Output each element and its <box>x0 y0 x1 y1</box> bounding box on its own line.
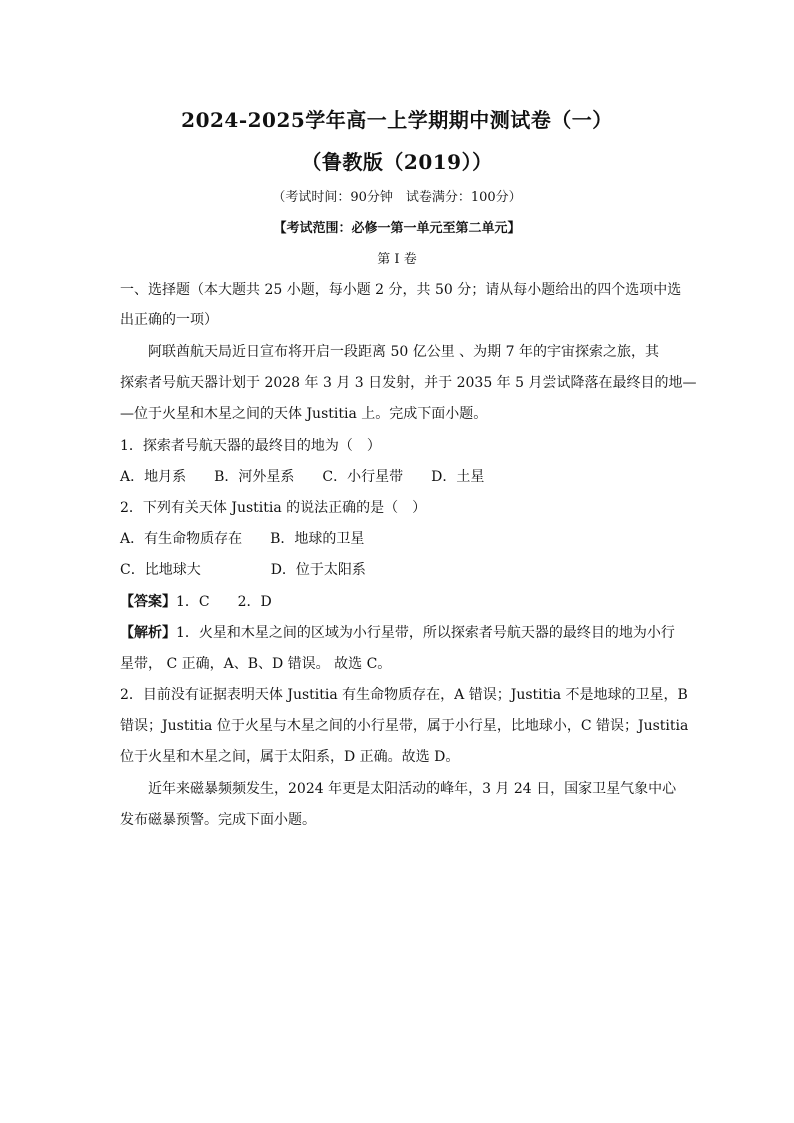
analysis-line4: 错误；Justitia 位于火星与木星之间的小行星带，属于小行星，比地球小，C 错误；Justitia <box>120 718 689 734</box>
analysis-text-line1: 1．火星和木星之间的区域为小行星带，所以探索者号航天器的最终目的地为小行 <box>176 625 675 641</box>
question2-options-row2: C．比地球大 D．位于太阳系 <box>120 562 366 578</box>
answer-text: 1．C 2．D <box>176 594 272 610</box>
passage1-line2: 探索者号航天器计划于 2028 年 3 月 3 日发射，并于 2035 年 5 月尝试降落在最终目的地— <box>120 375 697 391</box>
question1-options: A．地月系 B．河外星系 C．小行星带 D．土星 <box>120 469 485 485</box>
analysis-line5: 位于火星和木星之间，属于太阳系，D 正确。故选 D。 <box>120 749 460 765</box>
exam-info: （考试时间：90分钟 试卷满分：100分） <box>272 190 522 205</box>
section-heading-line1: 一、选择题（本大题共 25 小题，每小题 2 分，共 50 分；请从每小题给出的四个选项中选 <box>120 282 682 298</box>
analysis-line1 <box>120 623 680 643</box>
answer-line <box>120 592 680 612</box>
passage1-line1: 阿联酋航天局近日宣布将开启一段距离 50 亿公里 、为期 7 年的宇宙探索之旅，其 <box>148 344 659 360</box>
page-subtitle: （鲁教版（2019）） <box>301 150 493 174</box>
answer-label: 【答案】 <box>120 594 176 610</box>
analysis-label: 【解析】 <box>120 625 176 641</box>
exam-scope: 【考试范围：必修一第一单元至第二单元】 <box>273 221 521 236</box>
page-title: 2024-2025学年高一上学期期中测试卷（一） <box>181 108 613 132</box>
question2-options-row1: A．有生命物质存在 B．地球的卫星 <box>120 531 365 547</box>
section-heading-line2: 出正确的一项） <box>120 312 218 328</box>
question2-stem: 2．下列有关天体 Justitia 的说法正确的是（ ） <box>120 500 427 516</box>
analysis-line2: 星带， C 正确，A、B、D 错误。 故选 C。 <box>120 656 392 672</box>
question1-stem: 1．探索者号航天器的最终目的地为（ ） <box>120 438 381 454</box>
analysis-line3: 2．目前没有证据表明天体 Justitia 有生命物质存在，A 错误；Justitia 不是地球的卫星，B <box>120 687 688 703</box>
passage2-line1: 近年来磁暴频频发生，2024 年更是太阳活动的峰年，3 月 24 日，国家卫星气象中心 <box>148 781 677 797</box>
passage1-line3: —位于火星和木星之间的天体 Justitia 上。完成下面小题。 <box>120 406 488 422</box>
passage2-line2: 发布磁暴预警。完成下面小题。 <box>120 812 316 828</box>
volume-label: 第 I 卷 <box>377 252 417 267</box>
